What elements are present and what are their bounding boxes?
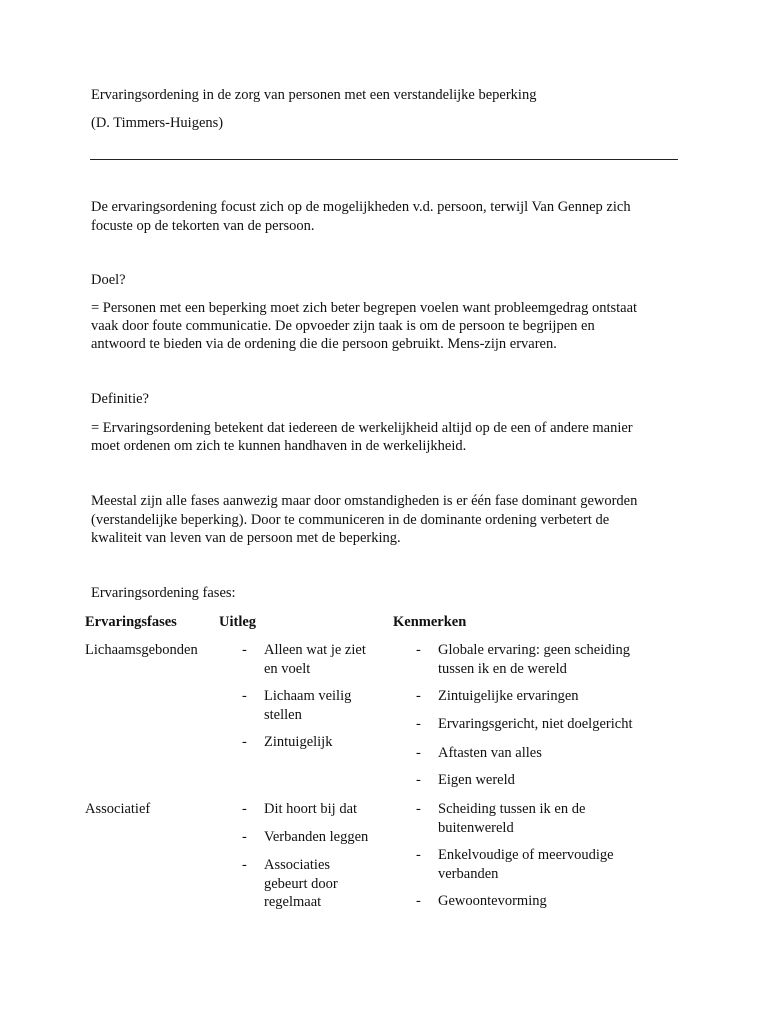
document-author: (D. Timmers-Huigens) (91, 115, 224, 131)
doel-heading: Doel? (91, 272, 126, 288)
uitleg-text: Alleen wat je ziet en voelt (264, 642, 366, 677)
list-dash: - (416, 642, 421, 658)
table-header-kenmerken: Kenmerken (393, 614, 467, 630)
definitie-line-1: = Ervaringsordening betekent dat iedereen de werkelijkheid altijd op de een of andere manier (91, 420, 633, 436)
kenmerk-text: Ervaringsgericht, niet doelgericht (438, 716, 633, 732)
fases-intro: Ervaringsordening fases: (91, 585, 236, 601)
doel-line-2: vaak door foute communicatie. De opvoeder zijn taak is om de persoon te begrijpen en (91, 318, 595, 334)
uitleg-text: Associaties gebeurt door regelmaat (264, 857, 338, 910)
table-header-ervaringsfases: Ervaringsfases (85, 614, 177, 630)
list-dash: - (416, 772, 421, 788)
definitie-line-2: moet ordenen om zich te kunnen handhaven in de werkelijkheid. (91, 438, 467, 454)
list-dash: - (242, 688, 247, 704)
definitie-heading: Definitie? (91, 391, 149, 407)
kenmerk-text: Eigen wereld (438, 772, 515, 788)
table-header-uitleg: Uitleg (219, 614, 257, 630)
list-dash: - (416, 893, 421, 909)
intro-line-2: focuste op de tekorten van de persoon. (91, 218, 315, 234)
doel-line-1: = Personen met een beperking moet zich beter begrepen voelen want probleemgedrag ontstaat (91, 300, 638, 316)
kenmerk-text: Globale ervaring: geen scheiding tussen ik en de wereld (438, 642, 631, 677)
list-dash: - (416, 716, 421, 732)
list-dash: - (416, 745, 421, 761)
table-row-phase: Lichaamsgebonden (85, 642, 198, 658)
horizontal-rule (90, 159, 678, 160)
doel-line-3: antwoord te bieden via de ordening die die persoon gebruikt. Mens-zijn ervaren. (91, 336, 557, 352)
list-dash: - (242, 829, 247, 845)
meestal-line-1: Meestal zijn alle fases aanwezig maar door omstandigheden is er één fase dominant geworden (91, 493, 638, 509)
kenmerk-text: Enkelvoudige of meervoudige verbanden (438, 847, 614, 882)
table-row-phase: Associatief (85, 801, 151, 817)
intro-line-1: De ervaringsordening focust zich op de mogelijkheden v.d. persoon, terwijl Van Gennep zich (91, 199, 631, 215)
list-dash: - (242, 734, 247, 750)
kenmerk-text: Gewoontevorming (438, 893, 547, 909)
list-dash: - (416, 801, 421, 817)
list-dash: - (416, 688, 421, 704)
meestal-line-2: (verstandelijke beperking). Door te communiceren in de dominante ordening verbetert de (91, 512, 610, 528)
uitleg-text: Lichaam veilig stellen (264, 688, 352, 723)
uitleg-text: Dit hoort bij dat (264, 801, 358, 817)
meestal-line-3: kwaliteit van leven van de persoon met de beperking. (91, 530, 401, 546)
list-dash: - (416, 847, 421, 863)
list-dash: - (242, 801, 247, 817)
list-dash: - (242, 857, 247, 873)
kenmerk-text: Scheiding tussen ik en de buitenwereld (438, 801, 586, 836)
uitleg-text: Zintuigelijk (264, 734, 333, 750)
uitleg-text: Verbanden leggen (264, 829, 369, 845)
list-dash: - (242, 642, 247, 658)
kenmerk-text: Aftasten van alles (438, 745, 542, 761)
kenmerk-text: Zintuigelijke ervaringen (438, 688, 579, 704)
document-title: Ervaringsordening in de zorg van personen met een verstandelijke beperking (91, 87, 537, 103)
